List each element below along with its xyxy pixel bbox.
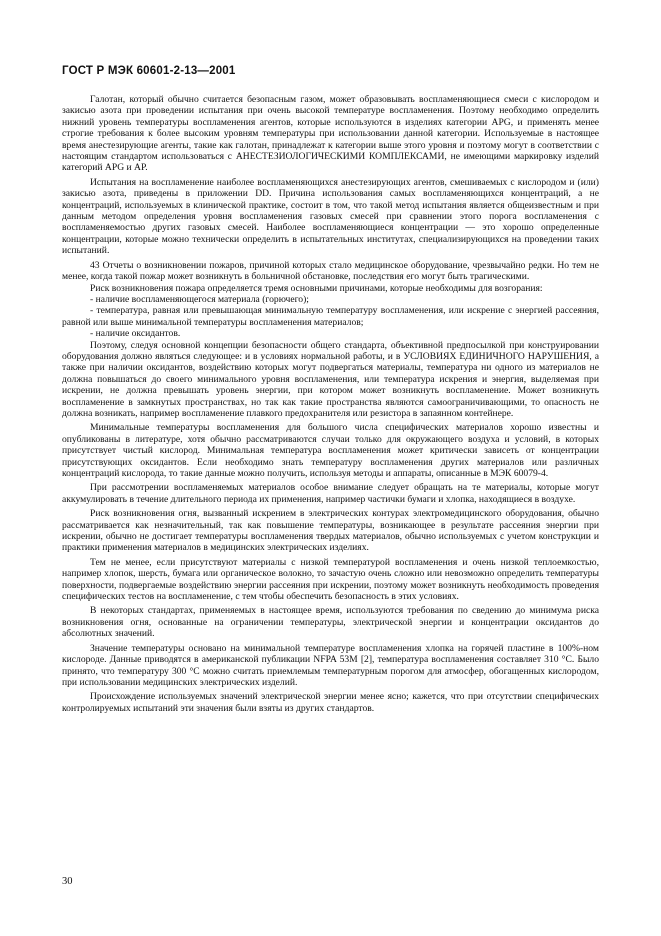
paragraph: Риск возникновения пожара определяется тремя основными причинами, которые необходимы для возгорания: — [90, 282, 543, 294]
paragraph: Минимальные температуры воспламенения для большого числа специфических материалов хорошо известны и опубликованы в литературе, хотя обычно рассматриваются случаи только для окружающего воздуха и условий, в которых присутствует чистый кислород. Минимальная температура воспламенения может критически зависеть от концентрации присутствующих оксидантов. Если необходимо знать температуру воспламенения других материалов или различных концентраций кислорода, то такие данные можно получить, используя методы и аппараты, описанные в МЭК 60079-4. — [62, 422, 599, 479]
paragraph: Происхождение используемых значений электрической энергии менее ясно; кажется, что при отсутствии специфических контролируемых испытаний эти значения были взяты из других стандартов. — [62, 691, 599, 714]
page-number: 30 — [62, 876, 73, 887]
paragraph: Поэтому, следуя основной концепции безопасности общего стандарта, объективной предпосылкой при конструировании оборудования должно являться следующее: и в условиях нормальной работы, и в УСЛОВИЯХ ЕДИНИЧНОГО НАРУШЕНИЯ, а также при наличии оксидантов, воздействию которых могут подвергаться материалы, температура ни одного из материалов не должна повышаться до своего минимального уровня воспламенения, или температура искрения и энергия, выделяемая при искрении, не должна превышать уровень энергии, при котором может возникнуть воспламенение. Может возникнуть воспламенение в замкнутых пространствах, но так как такие пространства являются самоограничивающими, то опасность не должна возникать, например воспламенение плавкого предохранителя или резистора в запаянном контейнере. — [62, 339, 599, 419]
paragraph: Испытания на воспламенение наиболее воспламеняющихся анестезирующих агентов, смешиваемых с кислородом и (или) закисью азота, приведены в приложении DD. Причина использования самых воспламеняющихся концентраций, а не концентраций, используемых в клинической практике, состоит в том, что такой метод испытания является общеизвестным и при данным методом определения уровня воспламенения газовых смесей при сравнении этого порога воспламенения с воспламеняемостью других газовых смесей. Наиболее воспламеняющиеся концентрации — это хорошо определенные концентрации, которые можно технически определить в испытательных институтах, специализирующихся на проведении таких испытаний. — [62, 176, 599, 257]
document-body — [62, 94, 599, 717]
paragraph: Тем не менее, если присутствуют материалы с низкой температурой воспламенения и очень низкой теплоемкостью, например хлопок, шерсть, бумага или органическое волокно, то зачастую очень сложно или невозможно определить температуры поверхности, подвергаемые воздействию энергии рассеяния при искрении, поэтому может возникнуть необходимость проведения специфических тестов на воспламенение, с тем чтобы обеспечить безопасность в этих условиях. — [62, 556, 599, 603]
paragraph: В некоторых стандартах, применяемых в настоящее время, используются требования по сведению до минимума риска возникновения огня, основанные на ограничении температуры, электрической энергии и концентрации оксидантов до абсолютных значений. — [62, 605, 599, 640]
paragraph: Значение температуры основано на минимальной температуре воспламенения хлопка на горячей пластине в 100%-ном кислороде. Данные приводятся в американской публикации NFPA 53M [2], температура воспламенения составляет 310 °С. Было принято, что температуру 300 °С можно считать приемлемым температурным порогом для атмосфер, обогащенных кислородом, при использовании медицинских электрических изделий. — [62, 642, 599, 688]
list-item: - наличие оксидантов. — [90, 328, 181, 340]
list-item: - наличие воспламеняющегося материала (горючего); — [90, 293, 309, 305]
paragraph: Риск возникновения огня, вызванный искрением в электрических контурах электромедицинского оборудования, обычно рассматривается как незначительный, так как повышение температуры, возникающее в результате рассеяния энергии при искрении, обычно не достигает температуры воспламенения твердых материалов, обычно используемых с учетом конструкции и практики применения материалов в медицинских электрических изделиях. — [62, 508, 599, 554]
paragraph: Галотан, который обычно считается безопасным газом, может образовывать воспламеняющиеся смеси с кислородом и закисью азота при проведении испытания при очень высокой температуре воспламенения. Поэтому необходимо определить нижний уровень температуры воспламенения агентов, которые используются в изделиях категории APG, и применять менее строгие требования к более высоким уровням температуры при использовании данной категории. Используемые в настоящее время анестезирующие агенты, такие как галотан, принадлежат к категории выше этого уровня и поэтому могут в соответствии с настоящим стандартом использоваться с АНЕСТЕЗИОЛОГИЧЕСКИМИ КОМПЛЕКСАМИ, не имеющими маркировку изделий категорий APG и AP. — [62, 94, 599, 174]
list-item: - температура, равная или превышающая минимальную температуру воспламенения, или искрение с энергией рассеяния, равной или выше минимальной температуры воспламенения материалов; — [62, 305, 599, 328]
paragraph: При рассмотрении воспламеняемых материалов особое внимание следует обращать на те материалы, которые могут аккумулировать в течение длительного периода их применения, например частички бумаги и хлопка, находящиеся в воздухе. — [62, 482, 599, 505]
standard-header: ГОСТ Р МЭК 60601-2-13—2001 — [62, 65, 236, 77]
paragraph: 43 Отчеты о возникновении пожаров, причиной которых стало медицинское оборудование, чрезвычайно редки. Но тем не менее, когда такой пожар может возникнуть в больничной обстановке, последствия его могут быть трагическими. — [62, 259, 599, 283]
